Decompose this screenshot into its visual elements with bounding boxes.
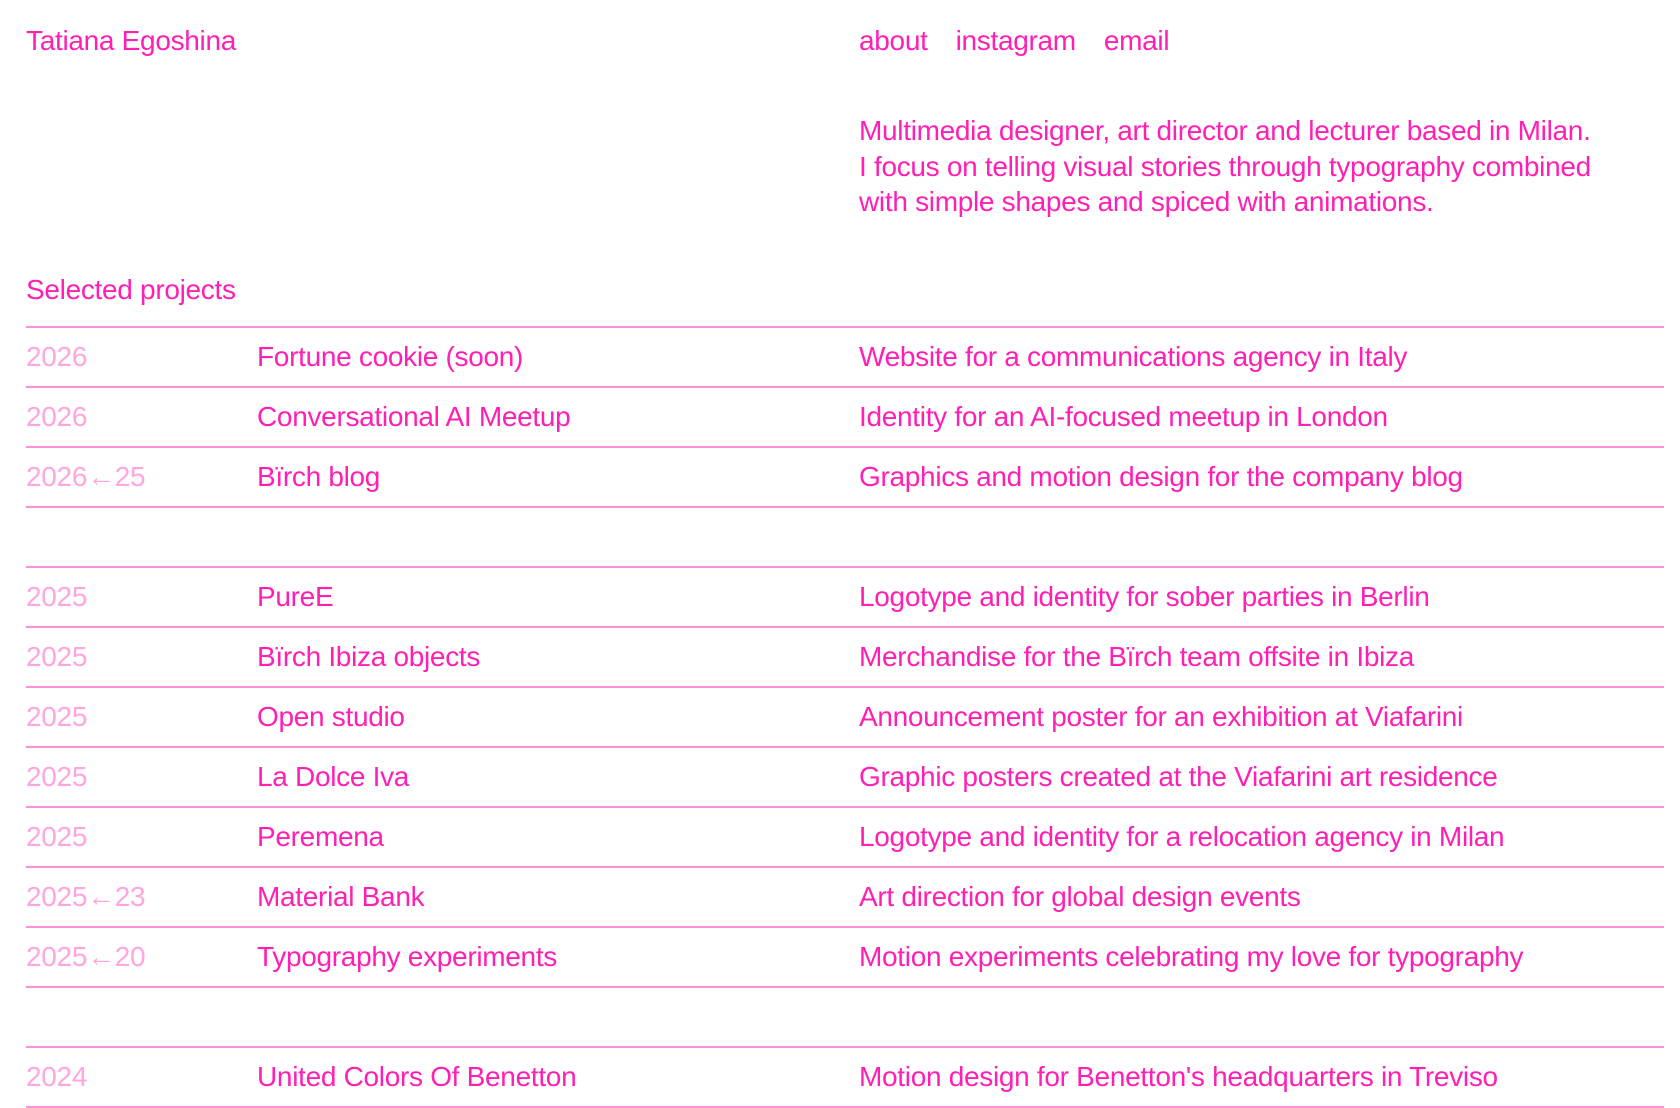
- project-description: Website for a communications agency in Italy: [859, 341, 1408, 372]
- project-row[interactable]: [26, 748, 1664, 808]
- site-name[interactable]: Tatiana Egoshina: [26, 25, 237, 56]
- project-year: 2026: [26, 401, 88, 432]
- section-title: Selected projects: [26, 274, 236, 305]
- project-year: 2026: [26, 341, 88, 372]
- project-title[interactable]: La Dolce Iva: [257, 761, 410, 792]
- project-description: Motion design for Benetton's headquarters in Treviso: [859, 1061, 1498, 1092]
- project-year: 2025: [26, 701, 88, 732]
- top-nav: [859, 24, 1169, 58]
- project-title[interactable]: PureE: [257, 581, 334, 612]
- project-year: 2025: [26, 821, 88, 852]
- project-year: 2025←20: [26, 941, 146, 972]
- project-year: 2025←23: [26, 881, 146, 912]
- project-title[interactable]: Bïrch Ibiza objects: [257, 641, 481, 672]
- project-description: Graphics and motion design for the company blog: [859, 461, 1463, 492]
- project-title[interactable]: Fortune cookie (soon): [257, 341, 524, 372]
- project-description: Announcement poster for an exhibition at Viafarini: [859, 701, 1463, 732]
- project-description: Art direction for global design events: [859, 881, 1301, 912]
- project-row[interactable]: [26, 688, 1664, 748]
- project-group: [26, 566, 1664, 988]
- project-description: Logotype and identity for sober parties in Berlin: [859, 581, 1430, 612]
- projects-list: [26, 326, 1664, 1108]
- project-title[interactable]: Typography experiments: [257, 941, 558, 972]
- project-title[interactable]: Open studio: [257, 701, 405, 732]
- bio-line: Multimedia designer, art director and lecturer based in Milan.: [859, 115, 1591, 146]
- project-year: 2025: [26, 581, 88, 612]
- nav-email-link[interactable]: email: [1103, 25, 1170, 56]
- project-year: 2026←25: [26, 461, 146, 492]
- project-year: 2025: [26, 641, 88, 672]
- project-row[interactable]: [26, 328, 1664, 388]
- project-row[interactable]: [26, 928, 1664, 988]
- project-title[interactable]: Bïrch blog: [257, 461, 381, 492]
- project-title[interactable]: Peremena: [257, 821, 384, 852]
- project-description: Motion experiments celebrating my love for typography: [859, 941, 1524, 972]
- project-year: 2025: [26, 761, 88, 792]
- project-title[interactable]: United Colors Of Benetton: [257, 1061, 577, 1092]
- bio-line: I focus on telling visual stories through typography combined: [859, 150, 1591, 182]
- project-row[interactable]: [26, 448, 1664, 508]
- bio: [859, 113, 1649, 220]
- project-row[interactable]: [26, 868, 1664, 928]
- project-description: Logotype and identity for a relocation agency in Milan: [859, 821, 1505, 852]
- project-group: [26, 326, 1664, 508]
- project-group: [26, 1046, 1664, 1108]
- project-description: Identity for an AI-focused meetup in London: [859, 401, 1388, 432]
- project-description: Graphic posters created at the Viafarini art residence: [859, 761, 1498, 792]
- nav-instagram-link[interactable]: instagram: [955, 25, 1076, 56]
- project-title[interactable]: Conversational AI Meetup: [257, 401, 571, 432]
- project-row[interactable]: [26, 388, 1664, 448]
- project-year: 2024: [26, 1061, 88, 1092]
- bio-line: with simple shapes and spiced with animations.: [859, 186, 1434, 217]
- nav-about-link[interactable]: about: [859, 25, 928, 56]
- project-title[interactable]: Material Bank: [257, 881, 425, 912]
- project-row[interactable]: [26, 628, 1664, 688]
- project-row[interactable]: [26, 808, 1664, 868]
- project-row[interactable]: [26, 568, 1664, 628]
- project-row[interactable]: [26, 1048, 1664, 1108]
- project-description: Merchandise for the Bïrch team offsite in Ibiza: [859, 641, 1414, 672]
